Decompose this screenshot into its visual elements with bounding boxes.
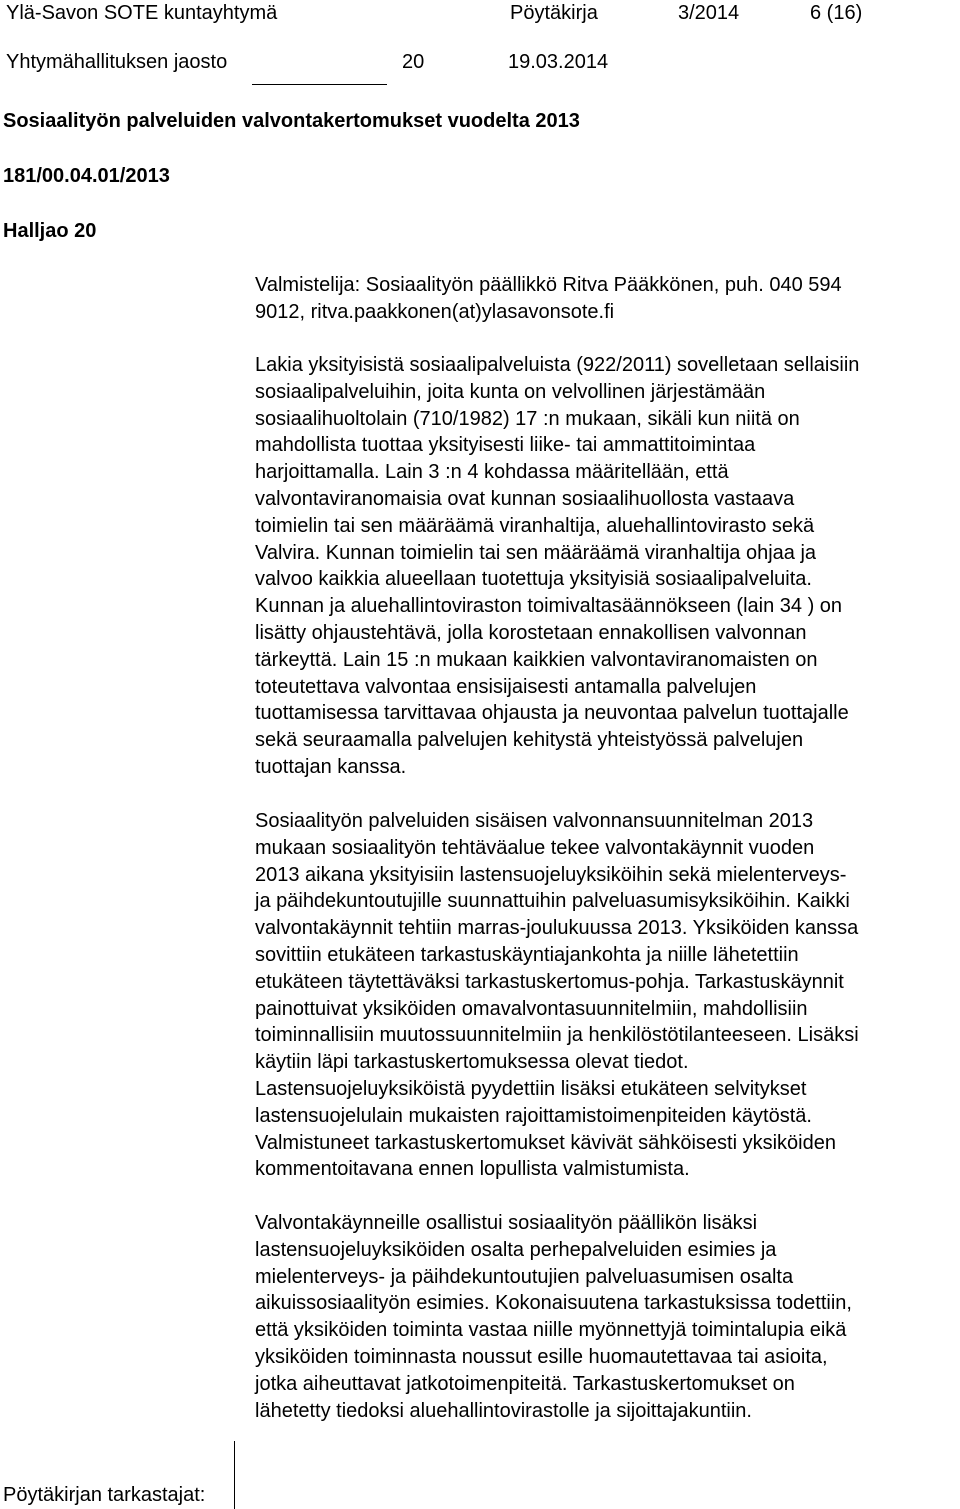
text-line: valvontaviranomaisia ovat kunnan sosiaalihuollosta vastaava <box>255 487 795 510</box>
section-label: Halljao 20 <box>3 220 97 242</box>
text-line: Lakia yksityisistä sosiaalipalveluista (922/2011) sovelletaan sellaisiin <box>255 354 860 376</box>
text-line: lähetetty tiedoksi aluehallintovirastolle ja sijoittajakuntiin. <box>255 1399 752 1422</box>
inspectors-label: Pöytäkirjan tarkastajat: <box>3 1484 206 1506</box>
text-line: toimielin tai sen määräämä viranhaltija, aluehallintovirasto sekä <box>255 514 815 537</box>
text-line: tuottamisessa tarvittavaa ohjausta ja neuvontaa palvelun tuottajalle <box>255 702 849 725</box>
doc-type: Pöytäkirja <box>510 2 598 24</box>
text-line: Valvontakäynneille osallistui sosiaalityön päällikön lisäksi <box>255 1212 758 1234</box>
text-line: Valvira. Kunnan toimielin tai sen määräämä viranhaltija ohjaa ja <box>255 541 817 564</box>
org-name: Ylä-Savon SOTE kuntayhtymä <box>6 2 278 24</box>
text-line: Kunnan ja aluehallintoviraston toimivaltasäännökseen (lain 34 ) on <box>255 595 843 618</box>
text-line: käytiin läpi tarkastuskertomuksessa olevat tiedot. <box>255 1051 689 1074</box>
text-line: lisätty ohjaustehtävä, jolla korostetaan ennakollisen valvonnan <box>255 621 807 644</box>
page-number: 6 (16) <box>810 2 863 24</box>
text-line: painottuivat yksiköiden omavalvontasuunnitelmiin, mahdollisiin <box>255 997 808 1020</box>
body-paragraph-3 <box>255 1210 960 1424</box>
text-line: toiminnallisiin muutossuunnitelmiin ja henkilöstötilanteeseen. Lisäksi <box>255 1024 859 1047</box>
preparer-line: 9012, ritva.paakkonen(at)ylasavonsote.fi <box>255 300 615 323</box>
text-line: lastensuojelulain mukaisten rajoittamistoimenpiteiden käytöstä. <box>255 1104 812 1127</box>
text-line: sovittiin etukäteen tarkastuskäyntiajankohta ja niille lähetettiin <box>255 943 799 966</box>
text-line: Lastensuojeluyksiköistä pyydettiin lisäksi etukäteen selvitykset <box>255 1077 807 1100</box>
body-paragraph-1 <box>255 352 960 781</box>
text-line: tärkeyttä. Lain 15 :n mukaan kaikkien valvontaviranomaisten on <box>255 648 818 671</box>
text-line: Valmistuneet tarkastuskertomukset kävivät sähköisesti yksiköiden <box>255 1131 836 1154</box>
text-line: lastensuojeluyksiköiden osalta perhepalveluiden esimies ja <box>255 1238 777 1261</box>
board-name: Yhtymähallituksen jaosto <box>6 51 228 73</box>
text-line: harjoittamalla. Lain 3 :n 4 kohdassa määritellään, että <box>255 461 729 484</box>
meeting-date: 19.03.2014 <box>508 51 609 73</box>
text-line: aikuissosiaalityön esimies. Kokonaisuutena tarkastuksissa todettiin, <box>255 1292 852 1315</box>
body-paragraph-2 <box>255 808 960 1183</box>
text-line: toteutettava valvontaa ensisijaisesti antamalla palvelujen <box>255 675 757 698</box>
preparer-info <box>255 272 960 326</box>
section-number: 20 <box>402 51 425 73</box>
text-line: ja päihdekuntoutujille suunnattuihin palveluasumisyksiköihin. Kaikki <box>255 890 850 913</box>
text-line: sekä seuraamalla palvelujen kehitystä yhteistyössä palvelujen <box>255 729 804 752</box>
text-line: 2013 aikana yksityisiin lastensuojeluyksiköihin sekä mielenterveys- <box>255 863 847 886</box>
text-line: mahdollista tuottaa yksityisesti liike- tai ammattitoimintaa <box>255 434 756 457</box>
record-number: 181/00.04.01/2013 <box>3 165 170 187</box>
text-line: Sosiaalityön palveluiden sisäisen valvonnansuunnitelman 2013 <box>255 810 814 832</box>
text-line: sosiaalihuoltolain (710/1982) 17 :n mukaan, sikäli kun niitä on <box>255 407 800 430</box>
text-line: sosiaalipalveluihin, joita kunta on velvollinen järjestämään <box>255 380 766 403</box>
header-underline <box>252 84 387 85</box>
text-line: mielenterveys- ja päihdekuntoutujien palveluasumisen osalta <box>255 1265 794 1288</box>
document-title: Sosiaalityön palveluiden valvontakertomukset vuodelta 2013 <box>3 110 580 132</box>
preparer-line: Valmistelija: Sosiaalityön päällikkö Ritva Pääkkönen, puh. 040 594 <box>255 274 842 296</box>
text-line: tuottajan kanssa. <box>255 755 407 778</box>
text-line: mukaan sosiaalityön tehtäväalue tekee valvontakäynnit vuoden <box>255 836 815 859</box>
text-line: että yksiköiden toiminta vastaa niille myönnettyjä toimintalupia eikä <box>255 1319 847 1342</box>
text-line: kommentoitavana ennen lopullista valmistumista. <box>255 1158 690 1181</box>
signature-divider <box>234 1441 235 1509</box>
text-line: valvoo kaikkia alueellaan tuotettuja yksityisiä sosiaalipalveluita. <box>255 568 812 591</box>
text-line: jotka aiheuttavat jatkotoimenpiteitä. Tarkastuskertomukset on <box>255 1372 795 1395</box>
text-line: valvontakäynnit tehtiin marras-joulukuussa 2013. Yksiköiden kanssa <box>255 917 859 940</box>
doc-number: 3/2014 <box>678 2 740 24</box>
text-line: etukäteen täytettäväksi tarkastuskertomus-pohja. Tarkastuskäynnit <box>255 970 844 993</box>
text-line: yksiköiden toiminnasta noussut esille huomautettavaa tai asioita, <box>255 1345 828 1368</box>
